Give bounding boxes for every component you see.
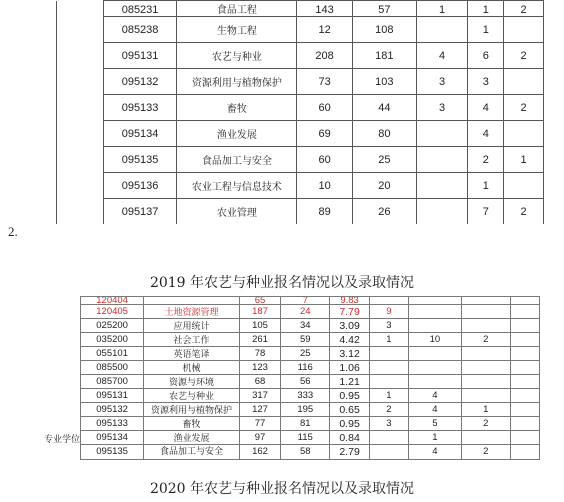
table-cell: [369, 297, 408, 305]
admitted-cell: 57: [352, 1, 416, 17]
row-margin-cell: [57, 199, 104, 225]
list-number: 2.: [8, 224, 18, 239]
trailing-cell: [510, 417, 539, 431]
ratio-cell: 1.21: [330, 375, 370, 389]
ratio-cell: 4.42: [330, 333, 370, 347]
value-cell: [408, 361, 461, 375]
trailing-cell: [510, 305, 539, 319]
value-cell: 4: [408, 445, 461, 460]
table-row: [30, 431, 540, 445]
value-cell: 5: [408, 417, 461, 431]
code-cell: 035200: [81, 333, 144, 347]
applicants-cell: 127: [239, 403, 280, 417]
admitted-cell: 56: [281, 375, 330, 389]
table-cell: 7: [281, 297, 330, 305]
code-cell: 095134: [81, 431, 144, 445]
applicants-cell: 12: [297, 17, 353, 43]
value-cell: [504, 121, 544, 147]
value-cell: 4: [408, 389, 461, 403]
row-margin-cell: [57, 95, 104, 121]
admitted-cell: 108: [352, 17, 416, 43]
side-cell: [30, 297, 81, 305]
ratio-cell: 1.06: [330, 361, 370, 375]
table-row: [30, 361, 540, 375]
admitted-cell: 81: [281, 417, 330, 431]
value-cell: 1: [504, 147, 544, 173]
admitted-cell: 195: [281, 403, 330, 417]
admitted-cell: 59: [281, 333, 330, 347]
major-name-cell: 生物工程: [177, 17, 297, 43]
table-row: [57, 121, 544, 147]
applicants-cell: 78: [239, 347, 280, 361]
row-margin-cell: [57, 43, 104, 69]
value-cell: 1: [416, 1, 468, 17]
major-name-cell: 渔业发展: [144, 431, 240, 445]
code-cell: 095133: [81, 417, 144, 431]
value-cell: [408, 375, 461, 389]
row-margin-cell: [57, 173, 104, 199]
admitted-cell: 333: [281, 389, 330, 403]
major-name-cell: 渔业发展: [177, 121, 297, 147]
value-cell: 3: [416, 69, 468, 95]
table-cell: [510, 297, 539, 305]
code-cell: 095132: [103, 69, 177, 95]
applicants-cell: 60: [297, 95, 353, 121]
admitted-cell: 26: [352, 199, 416, 225]
applicants-cell: 162: [239, 445, 280, 460]
value-cell: 3: [369, 417, 408, 431]
applicants-cell: 77: [239, 417, 280, 431]
value-cell: [408, 319, 461, 333]
major-name-cell: 资源与环境: [144, 375, 240, 389]
admitted-cell: 103: [352, 69, 416, 95]
value-cell: [504, 173, 544, 199]
side-cell: [30, 305, 81, 319]
table-row: [30, 403, 540, 417]
major-name-cell: 食品加工与安全: [177, 147, 297, 173]
trailing-cell: [510, 389, 539, 403]
code-cell: 095136: [103, 173, 177, 199]
admitted-cell: 34: [281, 319, 330, 333]
value-cell: [369, 431, 408, 445]
applicants-cell: 10: [297, 173, 353, 199]
value-cell: 1: [468, 1, 504, 17]
code-cell: 025200: [81, 319, 144, 333]
admitted-cell: 115: [281, 431, 330, 445]
ratio-cell: 3.12: [330, 347, 370, 361]
code-cell: 095135: [81, 445, 144, 460]
table-row: [57, 43, 544, 69]
admitted-cell: 20: [352, 173, 416, 199]
applicants-cell: 208: [297, 43, 353, 69]
caption-2019: 2019 年农艺与种业报名情况以及录取情况: [149, 275, 415, 291]
value-cell: [504, 17, 544, 43]
trailing-cell: [510, 347, 539, 361]
row-margin-cell: [57, 1, 104, 17]
admitted-cell: 181: [352, 43, 416, 69]
applicants-cell: 105: [239, 319, 280, 333]
table-row: [30, 375, 540, 389]
value-cell: 1: [369, 333, 408, 347]
table-2019-container: [56, 0, 544, 236]
table-row: [57, 199, 544, 225]
code-cell: 095134: [103, 121, 177, 147]
table-row: [57, 17, 544, 43]
code-cell: 085238: [103, 17, 177, 43]
trailing-cell: [510, 333, 539, 347]
table-row: [30, 319, 540, 333]
major-name-cell: 农艺与种业: [144, 389, 240, 403]
code-cell: 095137: [103, 199, 177, 225]
major-name-cell: 食品工程: [177, 1, 297, 17]
trailing-cell: [510, 445, 539, 460]
code-cell: 120405: [81, 305, 144, 319]
table-cell: 9.83: [330, 297, 370, 305]
value-cell: [461, 389, 510, 403]
trailing-cell: [510, 403, 539, 417]
admitted-cell: 24: [281, 305, 330, 319]
major-name-cell: 机械: [144, 361, 240, 375]
value-cell: [461, 375, 510, 389]
value-cell: 3: [468, 69, 504, 95]
row-margin-cell: [57, 69, 104, 95]
applicants-cell: 68: [239, 375, 280, 389]
table-row: [57, 173, 544, 199]
value-cell: 6: [468, 43, 504, 69]
value-cell: [416, 173, 468, 199]
code-cell: 095131: [81, 389, 144, 403]
value-cell: 1: [369, 389, 408, 403]
major-name-cell: 资源利用与植物保护: [177, 69, 297, 95]
table-row: [57, 1, 544, 17]
table-row: [30, 305, 540, 319]
side-cell: [30, 403, 81, 417]
major-name-cell: 农业工程与信息技术: [177, 173, 297, 199]
major-name-cell: 食品加工与安全: [144, 445, 240, 460]
trailing-cell: [510, 319, 539, 333]
value-cell: 2: [369, 403, 408, 417]
table-2020-container: [30, 296, 540, 472]
major-name-cell: 土地资源管理: [144, 305, 240, 319]
table-row: [30, 417, 540, 431]
major-name-cell: 资源利用与植物保护: [144, 403, 240, 417]
value-cell: [416, 147, 468, 173]
value-cell: [369, 445, 408, 460]
value-cell: [369, 375, 408, 389]
table-row: [57, 147, 544, 173]
side-cell: [30, 389, 81, 403]
side-cell: [30, 417, 81, 431]
value-cell: [369, 347, 408, 361]
ratio-cell: 0.95: [330, 417, 370, 431]
value-cell: [416, 199, 468, 225]
table-cell: 65: [239, 297, 280, 305]
side-cell: [30, 375, 81, 389]
value-cell: 2: [468, 147, 504, 173]
value-cell: 1: [468, 17, 504, 43]
admitted-cell: 44: [352, 95, 416, 121]
value-cell: [461, 361, 510, 375]
ratio-cell: 0.84: [330, 431, 370, 445]
value-cell: 1: [461, 403, 510, 417]
value-cell: [461, 319, 510, 333]
admitted-cell: 25: [352, 147, 416, 173]
table-2019: [56, 0, 544, 224]
value-cell: [504, 69, 544, 95]
value-cell: 2: [504, 199, 544, 225]
trailing-cell: [510, 431, 539, 445]
value-cell: 1: [408, 431, 461, 445]
table-cell: 120404: [81, 297, 144, 305]
value-cell: [461, 347, 510, 361]
admitted-cell: 80: [352, 121, 416, 147]
major-name-cell: 社会工作: [144, 333, 240, 347]
value-cell: 4: [468, 95, 504, 121]
value-cell: 2: [461, 445, 510, 460]
ratio-cell: 7.79: [330, 305, 370, 319]
table-row: [30, 347, 540, 361]
ratio-cell: 3.09: [330, 319, 370, 333]
trailing-cell: [510, 361, 539, 375]
code-cell: 095131: [103, 43, 177, 69]
code-cell: 095135: [103, 147, 177, 173]
major-name-cell: 畜牧: [177, 95, 297, 121]
value-cell: 9: [369, 305, 408, 319]
value-cell: 7: [468, 199, 504, 225]
table-cell: [144, 297, 240, 305]
value-cell: 4: [416, 43, 468, 69]
major-name-cell: 农艺与种业: [177, 43, 297, 69]
code-cell: 085231: [103, 1, 177, 17]
ratio-cell: 0.95: [330, 389, 370, 403]
applicants-cell: 143: [297, 1, 353, 17]
admitted-cell: 25: [281, 347, 330, 361]
code-cell: 055101: [81, 347, 144, 361]
table-row: [57, 95, 544, 121]
applicants-cell: 187: [239, 305, 280, 319]
value-cell: [408, 305, 461, 319]
value-cell: [461, 431, 510, 445]
value-cell: 2: [504, 95, 544, 121]
row-margin-cell: [57, 121, 104, 147]
value-cell: 4: [468, 121, 504, 147]
value-cell: 10: [408, 333, 461, 347]
table-row: [30, 333, 540, 347]
table-cell: [408, 297, 461, 305]
applicants-cell: 60: [297, 147, 353, 173]
major-name-cell: 畜牧: [144, 417, 240, 431]
table-row: [57, 69, 544, 95]
side-cell: [30, 319, 81, 333]
side-label: 专业学位: [44, 433, 81, 444]
admitted-cell: 58: [281, 445, 330, 460]
table-cell: [461, 297, 510, 305]
applicants-cell: 317: [239, 389, 280, 403]
applicants-cell: 89: [297, 199, 353, 225]
caption-2020: 2020 年农艺与种业报名情况以及录取情况: [149, 481, 415, 497]
value-cell: [416, 17, 468, 43]
admitted-cell: 116: [281, 361, 330, 375]
row-margin-cell: [57, 147, 104, 173]
applicants-cell: 261: [239, 333, 280, 347]
major-name-cell: 农业管理: [177, 199, 297, 225]
value-cell: 2: [461, 417, 510, 431]
trailing-cell: [510, 375, 539, 389]
table-row-partial: [30, 297, 540, 305]
table-row: [30, 445, 540, 460]
value-cell: 2: [504, 1, 544, 17]
side-cell: [30, 361, 81, 375]
value-cell: 2: [504, 43, 544, 69]
value-cell: [461, 305, 510, 319]
side-cell: [30, 333, 81, 347]
value-cell: [416, 121, 468, 147]
major-name-cell: 英语笔译: [144, 347, 240, 361]
code-cell: 085700: [81, 375, 144, 389]
side-cell: [30, 347, 81, 361]
value-cell: 2: [461, 333, 510, 347]
major-name-cell: 应用统计: [144, 319, 240, 333]
value-cell: 1: [468, 173, 504, 199]
code-cell: 085500: [81, 361, 144, 375]
row-margin-cell: [57, 17, 104, 43]
applicants-cell: 123: [239, 361, 280, 375]
value-cell: [369, 361, 408, 375]
value-cell: 3: [369, 319, 408, 333]
value-cell: [408, 347, 461, 361]
ratio-cell: 0.65: [330, 403, 370, 417]
value-cell: 4: [408, 403, 461, 417]
value-cell: 3: [416, 95, 468, 121]
table-2020: [30, 296, 540, 460]
code-cell: 095133: [103, 95, 177, 121]
table-row: [30, 389, 540, 403]
applicants-cell: 69: [297, 121, 353, 147]
code-cell: 095132: [81, 403, 144, 417]
applicants-cell: 73: [297, 69, 353, 95]
ratio-cell: 2.79: [330, 445, 370, 460]
side-cell: [30, 445, 81, 460]
applicants-cell: 97: [239, 431, 280, 445]
